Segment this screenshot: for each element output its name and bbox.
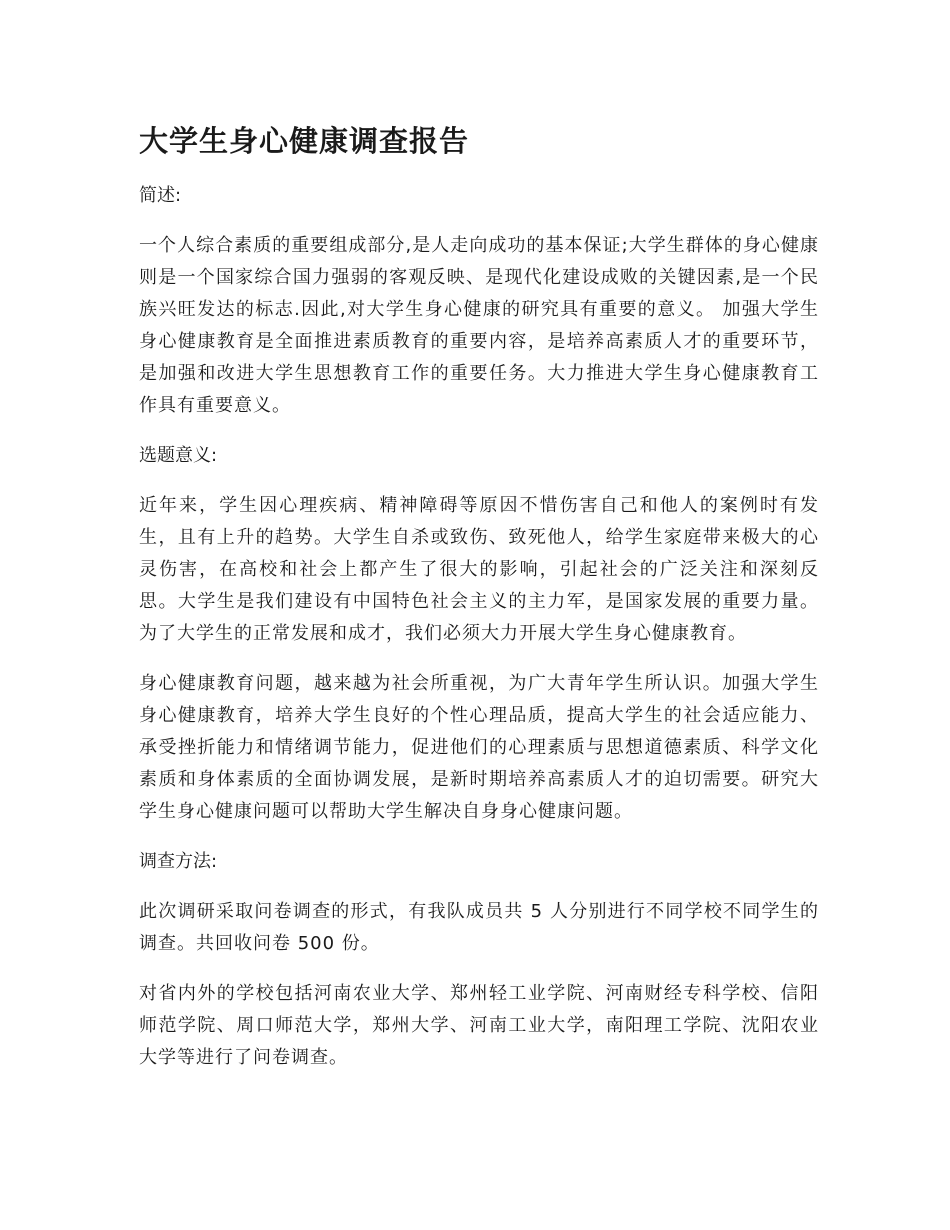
significance-heading: 选题意义: bbox=[139, 445, 218, 466]
method-paragraph-2: 对省内外的学校包括河南农业大学、郑州轻工业学院、河南财经专科学校、信阳师范学院、周口师范大学，郑州大学、河南工业大学，南阳理工学院、沈阳农业大学等进行了问卷调查。 bbox=[139, 983, 819, 1068]
document-page bbox=[139, 118, 819, 1092]
method-heading: 调查方法: bbox=[139, 851, 218, 872]
significance-paragraph-1: 近年来，学生因心理疾病、精神障碍等原因不惜伤害自己和他人的案例时有发生，且有上升的趋势。大学生自杀或致伤、致死他人，给学生家庭带来极大的心灵伤害，在高校和社会上都产生了很大的影响，引起社会的广泛关注和深刻反思。大学生是我们建设有中国特色社会主义的主力军，是国家发展的重要力量。为了大学生的正常发展和成才，我们必须大力开展大学生身心健康教育。 bbox=[139, 495, 819, 644]
summary-heading: 简述: bbox=[139, 185, 182, 206]
significance-paragraph-2: 身心健康教育问题，越来越为社会所重视，为广大青年学生所认识。加强大学生身心健康教育，培养大学生良好的个性心理品质，提高大学生的社会适应能力、承受挫折能力和情绪调节能力，促进他们的心理素质与思想道德素质、科学文化素质和身体素质的全面协调发展，是新时期培养高素质人才的迫切需要。研究大学生身心健康问题可以帮助大学生解决自身身心健康问题。 bbox=[139, 673, 819, 822]
document-title: 大学生身心健康调查报告 bbox=[139, 124, 470, 158]
summary-paragraph: 一个人综合素质的重要组成部分,是人走向成功的基本保证;大学生群体的身心健康则是一个国家综合国力强弱的客观反映、是现代化建设成败的关键因素,是一个民族兴旺发达的标志.因此,对大学生身心健康的研究具有重要的意义。 加强大学生身心健康教育是全面推进素质教育的重要内容，是培养高素质人才的重要环节，是加强和改进大学生思想教育工作的重要任务。大力推进大学生身心健康教育工作具有重要意义。 bbox=[139, 235, 819, 416]
method-paragraph-1: 此次调研采取问卷调查的形式，有我队成员共 5 人分别进行不同学校不同学生的调查。共回收问卷 500 份。 bbox=[139, 901, 819, 954]
